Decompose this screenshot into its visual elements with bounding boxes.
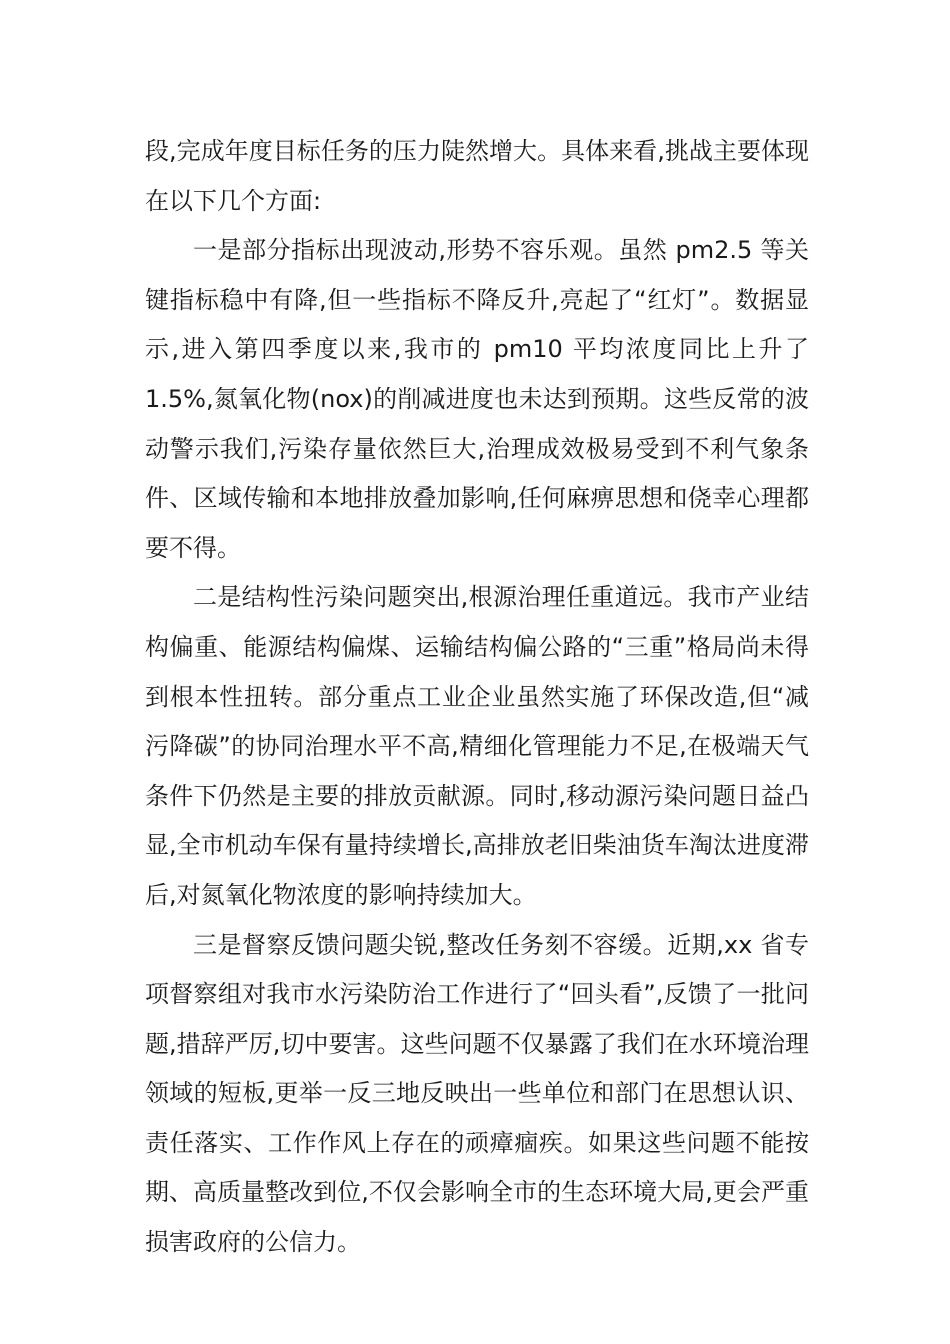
paragraph-continuation: 段,完成年度目标任务的压力陡然增大。具体来看,挑战主要体现在以下几个方面: [145, 137, 809, 215]
document-body [145, 127, 809, 1268]
paragraph-point-one: 一是部分指标出现波动,形势不容乐观。虽然 pm2.5 等关键指标稳中有降,但一些指标不降反升,亮起了“红灯”。数据显示,进入第四季度以来,我市的 pm10 平均浓度同比上升了 1.5%,氮氧化物(nox)的削减进度也未达到预期。这些反常的波动警示我们,污染存量依然巨大,治理成效极易受到不利气象条件、区域传输和本地排放叠加影响,任何麻痹思想和侥幸心理都要不得。 [145, 236, 809, 562]
paragraph-point-two: 二是结构性污染问题突出,根源治理任重道远。我市产业结构偏重、能源结构偏煤、运输结构偏公路的“三重”格局尚未得到根本性扭转。部分重点工业企业虽然实施了环保改造,但“减污降碳”的协同治理水平不高,精细化管理能力不足,在极端天气条件下仍然是主要的排放贡献源。同时,移动源污染问题日益凸显,全市机动车保有量持续增长,高排放老旧柴油货车淘汰进度滞后,对氮氧化物浓度的影响持续加大。 [145, 583, 809, 909]
paragraph-point-three: 三是督察反馈问题尖锐,整改任务刻不容缓。近期,xx 省专项督察组对我市水污染防治工作进行了“回头看”,反馈了一批问题,措辞严厉,切中要害。这些问题不仅暴露了我们在水环境治理领域的短板,更举一反三地反映出一些单位和部门在思想认识、责任落实、工作作风上存在的顽瘴痼疾。如果这些问题不能按期、高质量整改到位,不仅会影响全市的生态环境大局,更会严重损害政府的公信力。 [145, 930, 809, 1257]
